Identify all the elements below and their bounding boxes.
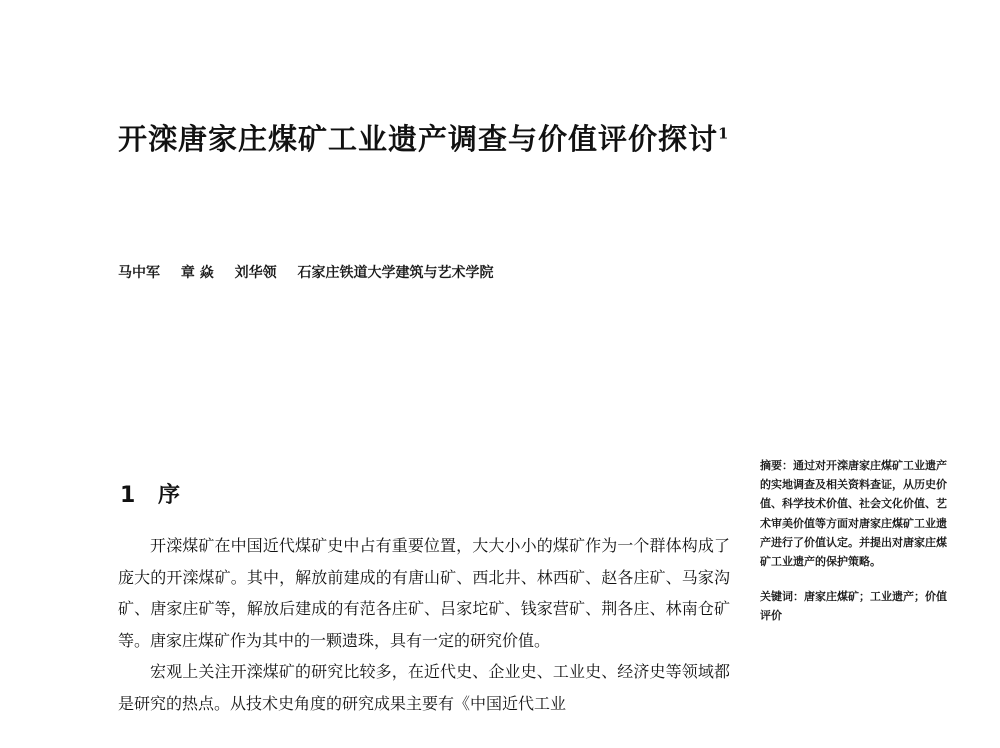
abstract-sidebar bbox=[760, 456, 956, 626]
abstract-label: 摘要： bbox=[760, 459, 793, 472]
abstract-text: 通过对开滦唐家庄煤矿工业遗产的实地调查及相关资料查证，从历史价值、科学技术价值、社会文化价值、艺术审美价值等方面对唐家庄煤矿工业遗产进行了价值认定。并提出对唐家庄煤矿工业遗产的保护策略。 bbox=[760, 459, 947, 569]
keywords-label: 关键词： bbox=[760, 590, 804, 604]
section-title: 序 bbox=[158, 483, 181, 508]
author-name: 马中军 bbox=[118, 265, 160, 281]
title-footnote-marker: 1 bbox=[718, 124, 730, 143]
section-number: 1 bbox=[120, 483, 136, 508]
keywords-text: 唐家庄煤矿；工业遗产；价值评价 bbox=[760, 590, 947, 623]
author-name: 刘华领 bbox=[234, 265, 277, 281]
author-line bbox=[118, 262, 494, 282]
author-name: 章 焱 bbox=[180, 265, 214, 281]
abstract bbox=[760, 456, 956, 571]
section-heading bbox=[120, 478, 180, 509]
keywords bbox=[760, 587, 956, 625]
article-title bbox=[118, 116, 758, 162]
body-paragraph: 开滦煤矿在中国近代煤矿史中占有重要位置，大大小小的煤矿作为一个群体构成了庞大的开滦煤矿。其中，解放前建成的有唐山矿、西北井、林西矿、赵各庄矿、马家沟矿、唐家庄矿等，解放后建成的有范各庄矿、吕家坨矿、钱家营矿、荆各庄、林南仓矿等。唐家庄煤矿作为其中的一颗遗珠，具有一定的研究价值。 bbox=[118, 536, 730, 650]
author-affiliation: 石家庄铁道大学建筑与艺术学院 bbox=[297, 265, 494, 281]
article-title-text: 开滦唐家庄煤矿工业遗产调查与价值评价探讨 bbox=[118, 122, 719, 156]
body-paragraph: 宏观上关注开滦煤矿的研究比较多，在近代史、企业史、工业史、经济史等领域都是研究的热点。从技术史角度的研究成果主要有《中国近代工业 bbox=[118, 662, 730, 713]
body-text bbox=[118, 530, 730, 719]
